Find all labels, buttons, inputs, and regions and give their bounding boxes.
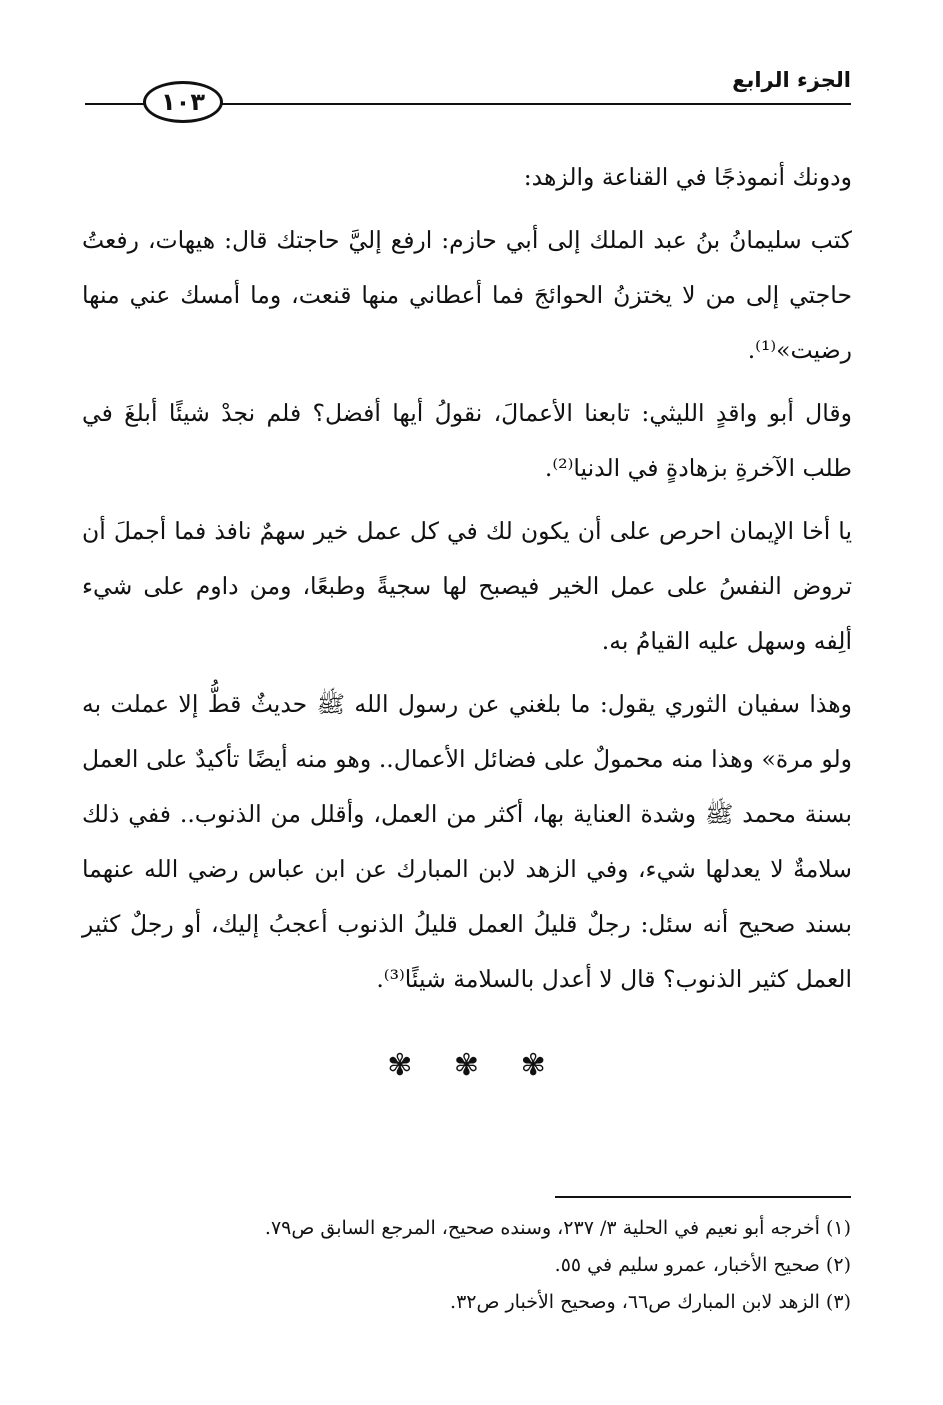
page-number: ١٠٣	[143, 81, 223, 123]
footnote-2: (٢) صحيح الأخبار، عمرو سليم في ٥٥.	[554, 1254, 851, 1276]
paragraph-sufyan: وهذا سفيان الثوري يقول: ما بلغني عن رسول الله ﷺ حديثٌ قطُّ إلا عملت به ولو مرة» وهذا منه محمولٌ على فضائل الأعمال.. وهو منه أيضًا تأكيدٌ على العمل بسنة محمد ﷺ وشدة العناية بها، أكثر من العمل، وأقلل من الذنوب.. ففي ذلك سلامةٌ لا يعدلها شيء، وفي الزهد لابن المبارك عن ابن عباس رضي الله عنهما بسند صحيح أنه سئل: رجلٌ قليلُ العمل قليلُ الذنوب أعجبُ إليك، أو رجلٌ كثير العمل كثير الذنوب؟ قال لا أعدل بالسلامة شيئًا⁽³⁾.	[82, 690, 852, 993]
page-header	[85, 60, 851, 140]
ornament-icon: ✾	[387, 1048, 423, 1083]
ornament-icon: ✾	[453, 1048, 490, 1083]
main-text	[82, 150, 852, 1015]
footnote-rule	[555, 1196, 851, 1198]
footnote-3: (٣) الزهد لابن المبارك ص٦٦، وصحيح الأخبار ص٣٢.	[450, 1291, 851, 1313]
paragraph-abu-waqid: وقال أبو واقدٍ الليثي: تابعنا الأعمالَ، نقولُ أيها أفضل؟ فلم نجدْ شيئًا أبلغَ في طلب الآخرةِ بزهادةٍ في الدنيا⁽²⁾.	[82, 399, 852, 482]
section-separator	[0, 1048, 943, 1083]
footnote-1: (١) أخرجه أبو نعيم في الحلية ٣/ ٢٣٧، وسنده صحيح، المرجع السابق ص٧٩.	[264, 1217, 851, 1239]
running-head: الجزء الرابع	[732, 68, 851, 92]
footnotes	[151, 1210, 851, 1321]
ornament-icon: ✾	[520, 1048, 556, 1083]
paragraph-intro: ودونك أنموذجًا في القناعة والزهد:	[523, 163, 852, 191]
paragraph-sulayman: كتب سليمانُ بنُ عبد الملك إلى أبي حازم: ارفع إليَّ حاجتك قال: هيهات، رفعتُ حاجتي إلى من لا يختزنُ الحوائجَ فما أعطاني منها قنعت، وما أمسك عني منها رضيت»⁽¹⁾.	[82, 226, 852, 364]
paragraph-exhortation: يا أخا الإيمان احرص على أن يكون لك في كل عمل خير سهمٌ نافذ فما أجملَ أن تروض النفسُ على عمل الخير فيصبح لها سجيةً وطبعًا، ومن داوم على شيء ألِفه وسهل عليه القيامُ به.	[82, 517, 852, 655]
